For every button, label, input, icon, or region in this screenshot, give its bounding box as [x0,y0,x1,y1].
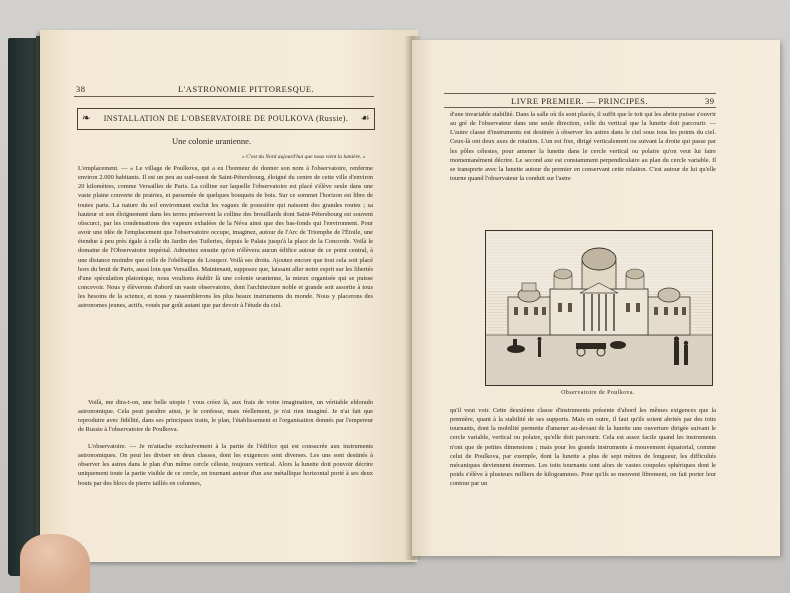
paragraph: d'une invariable stabilité. Dans la salle où ils sont placés, il suffit que le toit qui les abrite puisse s'ouvrir au gré de l'observateur dans une seule direction, celle du vertical que la lunette doit parcourir. — L'autre classe d'instruments est destinée à observer les astres dans le ciel sous tous les points du ciel. Ceux-là ont deux axes de rotation. L'un est fixe, dirigé verticalement ou suivant la droite qui passe par les pôles célestes, pour amener la lunette dans le cercle vertical ou polaire qu'on veut lui faire momentanément décrire. Le second axe est constamment perpendiculaire au plan du cercle variable. Il se transporte avec la lunette autour du premier en conservant cette relation. C'est autour de lui qu'elle tourne quand l'observateur la conduit sur l'astre [450,111,716,183]
section-title-box [77,108,375,130]
paragraph: Voilà, me dira-t-on, une belle utopie ! vous créez là, aux frais de votre imagination, un véritable eldorado astronomique. Cela peut paraître ainsi, je le confesse, mais réellement, je n'ai rien imaginé. Je n'ai fait que reproduire avec fidélité, dans ses principaux traits, le plan, l'établissement et l'organisation donnés par l'empereur de Russie à l'observatoire de Poulkova. [78,399,373,434]
right-header-title: LIVRE PREMIER. — PRINCIPES. [511,96,648,106]
right-text-block-1 [450,110,716,222]
left-header-title: L'ASTRONOMIE PITTORESQUE. [178,84,315,94]
paragraph: L'observatoire. — Je m'attache exclusivement à la partie de l'édifice qui est consacrée aux instruments astronomiques. On peut les diviser en deux classes, dont les exigences sont diverses. Les uns sont destinés à observer les astres dans le plan d'un même cercle céleste, toujours vertical. Alors la lunette doit pouvoir décrire uniquement toute la partie visible de ce cercle, en tournant autour d'un axe métallique horizontal porté à ses deux bouts par des blocs de pierre taillés en colonnes, [78,443,373,487]
left-page-number: 38 [76,84,86,94]
hand-thumb [20,534,90,593]
illustration-caption: Observatoire de Poulkova. [561,390,635,396]
observatory-engraving [486,231,712,385]
right-header-rule-top [444,93,716,94]
left-header-rule [74,96,374,97]
right-text-block-2 [450,406,716,526]
paragraph: L'emplacement. — « Le village de Poulkova, qui a eu l'honneur de donner son nom à l'observatoire, renferme environ 2.000 habitants. Il est un peu au sud-ouest de Saint-Pétersbourg, éloigné du centre de cette ville d'environ 20 kilomètres, comme Versailles de Paris. La colline sur laquelle l'observatoire est placé s'élève seule dans une vaste plaine couverte de prairies, et parsemée de quelques bouquets de bois. Sur ce sommet l'horizon est libre de toutes parts. La nature du sol environnant exclut les vagues de poussière qui naissent des grandes routes ; sa hauteur et son éloignement dans les terres préservent la colline des brouillards dont Saint-Pétersbourg est souvent obscurci, par les condensations des vapeurs exhalées de la Néva ainsi que des bas-fonds qui l'environnent. Pour avoir une idée de l'emplacement que l'observatoire occupe, imaginez, autour de l'Arc de Triomphe de l'Étoile, une étendue à peu près égale à celle du Jardin des Tuileries, depuis le Palais jusqu'à la place de la Concorde. Voilà le domaine de l'Observatoire impérial. Admettez ensuite qu'on n'élèvera aucun édifice autour de ce point central, à une distance moindre que celle de l'obélisque de Louqsor. Voilà ses droits. Ajoutez encore que tout cela soit placé hors du bruit de Paris, aussi loin que Versailles. Maintenant, supposez que, laissant aller notre esprit sur les libertés d'une spéculation platonique, nous voulions établir là une colonie uranienne, la mieux organisée qui se puisse concevoir. Nous y élèverons d'abord un vaste observatoire, dont l'architecture noble et grande soit assortie à tous les besoins de la science, et nous y rassemblerons les plus beaux instruments du monde. Nous y placerons des astronomes jeunes, actifs, voués par goût autant que par devoir à l'étude du ciel. [78,165,373,310]
left-text-block-2 [78,398,373,435]
ornament-icon: ❧ [82,113,91,124]
ornament-icon: ☙ [360,113,370,124]
right-header-rule [444,107,716,108]
right-page-number: 39 [705,96,715,106]
paragraph: qu'il veut voir. Cette deuxième classe d'instruments présente d'abord les mêmes exigences que la première, quant à la stabilité de ses supports. Mais en outre, il faut qu'ils soient abrités par des toits tournants, dont la mobilité permette d'amener au-devant de la lunette une ouverture dirigée suivant le cercle variable, vertical ou polaire, qu'elle doit parcourir. Cela est assez facile quand les instruments n'ont que de petites dimensions ; mais pour les grands instruments à mouvement équatorial, comme celui de Poulkova, par exemple, dont la lunette a plus de sept mètres de longueur, les difficultés mécaniques deviennent énormes. Les toits tournants sont alors de vastes coupoles sphériques dont le poids s'élève à plusieurs milliers de kilogrammes. Pour qu'ils se meuvent librement, on fait porter leur contour par un [450,407,716,488]
subheading: Une colonie uranienne. [172,136,252,146]
observatory-illustration [485,230,713,386]
section-title: INSTALLATION DE L'OBSERVATOIRE DE POULKOVA (Russie). [103,114,349,123]
left-text-block-3 [78,442,373,542]
epigraph: « C'est du Nord aujourd'hui que nous vient la lumière. » [242,154,366,160]
